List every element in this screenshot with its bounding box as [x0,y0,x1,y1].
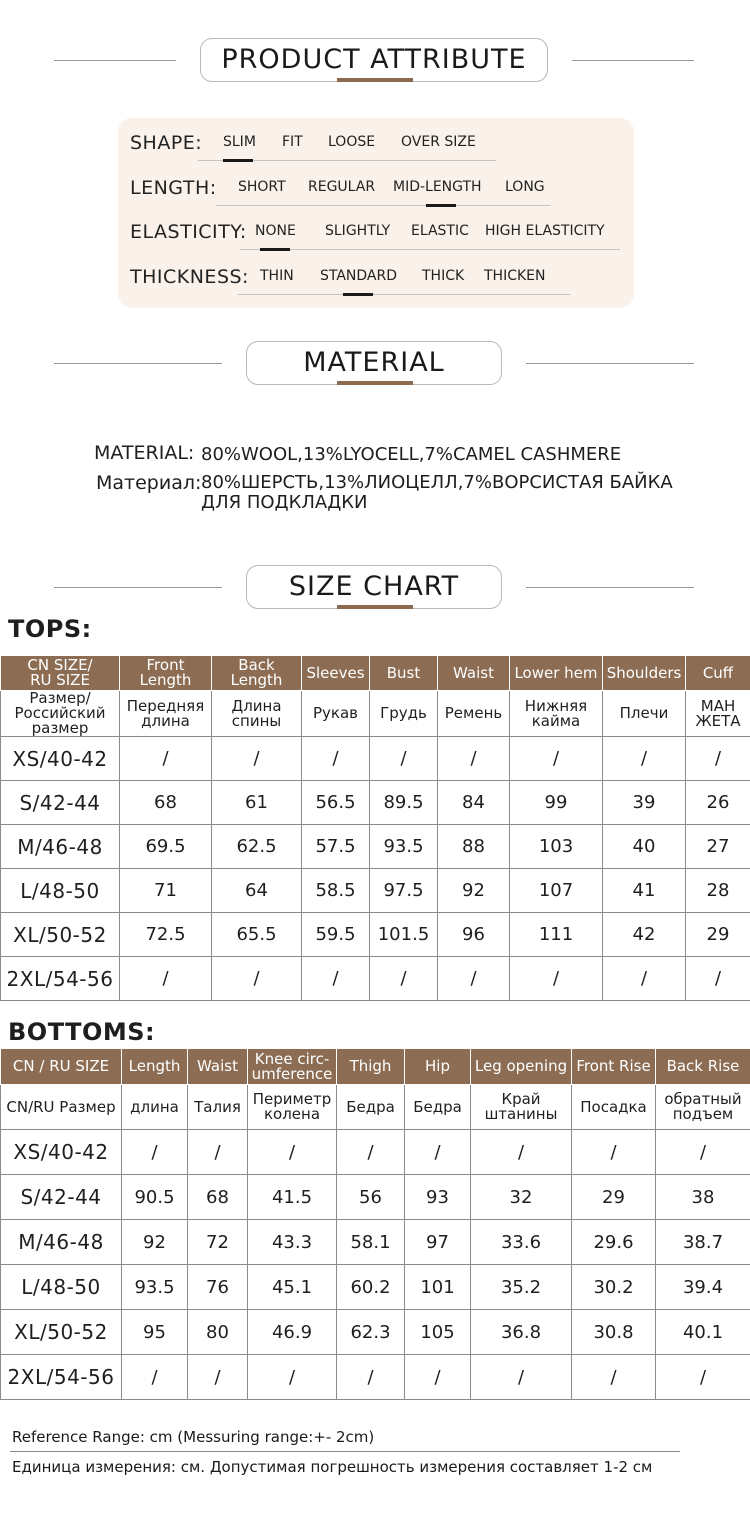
measurement-cell: 92 [122,1220,188,1265]
attribute-option: SLIM [223,134,256,150]
reference-range-ru: Единица измерения: см. Допустимая погрешность измерения составляет 1-2 см [12,1458,653,1476]
measurement-cell: 45.1 [248,1265,337,1310]
measurement-cell: / [686,737,750,781]
table-row [1,1355,750,1400]
measurement-cell: 58.5 [302,869,370,913]
column-header: Knee circ- umference [248,1049,337,1085]
table-row [1,913,750,957]
measurement-cell: 61 [212,781,302,825]
measurement-cell: 93.5 [122,1265,188,1310]
size-cell: L/48-50 [1,1265,122,1310]
size-cell: XS/40-42 [1,1130,122,1175]
measurement-cell: 88 [438,825,510,869]
measurement-cell: 101.5 [370,913,438,957]
measurement-cell: / [122,1130,188,1175]
table-row [1,957,750,1001]
measurement-cell: 72.5 [120,913,212,957]
column-header: Thigh [337,1049,405,1085]
column-header: Sleeves [302,656,370,691]
size-cell: XS/40-42 [1,737,120,781]
measurement-cell: / [510,737,603,781]
divider-left [54,587,222,588]
measurement-cell: / [603,737,686,781]
attribute-option: MID-LENGTH [393,179,482,195]
size-cell: L/48-50 [1,869,120,913]
measurement-cell: 40 [603,825,686,869]
attribute-option: THICKEN [484,268,546,284]
column-header: CN / RU SIZE [1,1049,122,1085]
attribute-option: NONE [255,223,296,239]
measurement-cell: 107 [510,869,603,913]
column-header: Waist [438,656,510,691]
material-value-ru: 80%ШЕРСТЬ,13%ЛИОЦЕЛЛ,7%ВОРСИСТАЯ БАЙКА [201,472,673,493]
measurement-cell: 62.3 [337,1310,405,1355]
material-label-en: MATERIAL: [94,442,195,464]
measurement-cell: 36.8 [471,1310,572,1355]
column-header: Leg opening [471,1049,572,1085]
measurement-cell: 42 [603,913,686,957]
divider-left [54,60,176,61]
tops-size-table [0,655,750,1001]
attribute-row-length [118,175,634,205]
column-header: CN/RU Размер [1,1085,122,1130]
measurement-cell: 69.5 [120,825,212,869]
column-header: Длина спины [212,691,302,737]
measurement-cell: 62.5 [212,825,302,869]
column-header: МАН ЖЕТА [686,691,750,737]
section-title: MATERIAL [246,341,502,385]
divider-right [572,60,694,61]
size-cell: 2XL/54-56 [1,957,120,1001]
measurement-cell: 92 [438,869,510,913]
measurement-cell: / [656,1130,750,1175]
measurement-cell: / [405,1355,471,1400]
measurement-cell: 111 [510,913,603,957]
measurement-cell: 29 [572,1175,656,1220]
measurement-cell: 68 [120,781,212,825]
table-row [1,1310,750,1355]
measurement-cell: / [438,737,510,781]
column-header: длина [122,1085,188,1130]
attribute-label: THICKNESS: [130,266,249,288]
measurement-cell: 29.6 [572,1220,656,1265]
measurement-cell: / [188,1130,248,1175]
column-header: Бедра [405,1085,471,1130]
measurement-cell: 46.9 [248,1310,337,1355]
header-row-ru [1,1085,750,1130]
measurement-cell: 39.4 [656,1265,750,1310]
measurement-cell: 97 [405,1220,471,1265]
measurement-cell: 28 [686,869,750,913]
size-chart-header [0,565,750,615]
measurement-cell: 38.7 [656,1220,750,1265]
measurement-cell: 43.3 [248,1220,337,1265]
material-header [0,341,750,391]
measurement-cell: / [212,737,302,781]
attribute-option: STANDARD [320,268,398,284]
column-header: CN SIZE/ RU SIZE [1,656,120,691]
measurement-cell: / [603,957,686,1001]
selected-marker [223,159,253,162]
measurement-cell: 68 [188,1175,248,1220]
measurement-cell: 95 [122,1310,188,1355]
title-underline [337,381,413,385]
table-row [1,1265,750,1310]
measurement-cell: 56.5 [302,781,370,825]
measurement-cell: / [212,957,302,1001]
column-header: Back Rise [656,1049,750,1085]
attribute-label: LENGTH: [130,177,217,199]
table-row [1,1130,750,1175]
bottoms-title: BOTTOMS: [8,1018,156,1046]
measurement-cell: 60.2 [337,1265,405,1310]
attribute-option: FIT [282,134,303,150]
size-cell: XL/50-52 [1,913,120,957]
measurement-cell: / [248,1130,337,1175]
attribute-row-elasticity [118,219,634,249]
attribute-option: HIGH ELASTICITY [485,223,605,239]
measurement-cell: / [248,1355,337,1400]
reference-divider [10,1451,680,1452]
measurement-cell: 40.1 [656,1310,750,1355]
measurement-cell: / [302,737,370,781]
size-cell: XL/50-52 [1,1310,122,1355]
measurement-cell: 32 [471,1175,572,1220]
material-value-ru-line2: ДЛЯ ПОДКЛАДКИ [201,492,368,513]
measurement-cell: / [120,957,212,1001]
column-header: Плечи [603,691,686,737]
column-header: Край штанины [471,1085,572,1130]
reference-range-en: Reference Range: cm (Messuring range:+- 2cm) [12,1428,375,1446]
measurement-cell: 57.5 [302,825,370,869]
attribute-option: REGULAR [308,179,376,195]
table-row [1,869,750,913]
measurement-cell: 41.5 [248,1175,337,1220]
header-row [1,1049,750,1085]
column-header: Back Length [212,656,302,691]
attribute-row-thickness [118,264,634,294]
attribute-option: OVER SIZE [401,134,476,150]
measurement-cell: / [471,1355,572,1400]
measurement-cell: 29 [686,913,750,957]
measurement-cell: / [686,957,750,1001]
measurement-cell: / [656,1355,750,1400]
measurement-cell: / [572,1355,656,1400]
column-header: Cuff [686,656,750,691]
column-header: Рукав [302,691,370,737]
table-row [1,781,750,825]
measurement-cell: 58.1 [337,1220,405,1265]
measurement-cell: / [337,1355,405,1400]
measurement-cell: 93.5 [370,825,438,869]
column-header: Hip [405,1049,471,1085]
column-header: Ремень [438,691,510,737]
measurement-cell: 105 [405,1310,471,1355]
measurement-cell: / [302,957,370,1001]
measurement-cell: 72 [188,1220,248,1265]
attribute-option: THIN [260,268,294,284]
attribute-rule [238,294,570,295]
size-cell: 2XL/54-56 [1,1355,122,1400]
header-row-ru [1,691,750,737]
attribute-panel [118,118,634,308]
column-header: Lower hem [510,656,603,691]
column-header: Размер/ Российский размер [1,691,120,737]
measurement-cell: 35.2 [471,1265,572,1310]
size-cell: M/46-48 [1,825,120,869]
tops-title: TOPS: [8,615,92,643]
attribute-label: ELASTICITY: [130,221,247,243]
attribute-rule [240,249,620,250]
measurement-cell: 64 [212,869,302,913]
measurement-cell: 90.5 [122,1175,188,1220]
title-underline [337,605,413,609]
measurement-cell: 96 [438,913,510,957]
column-header: Грудь [370,691,438,737]
attribute-option: THICK [422,268,465,284]
column-header: обратный подъем [656,1085,750,1130]
measurement-cell: / [438,957,510,1001]
measurement-cell: 30.8 [572,1310,656,1355]
measurement-cell: 93 [405,1175,471,1220]
bottoms-size-table [0,1048,750,1400]
divider-right [526,587,694,588]
header-row [1,656,750,691]
divider-right [526,363,694,364]
size-cell: M/46-48 [1,1220,122,1265]
measurement-cell: 33.6 [471,1220,572,1265]
section-title: PRODUCT ATTRIBUTE [200,38,548,82]
size-cell: S/42-44 [1,1175,122,1220]
attribute-option: LOOSE [328,134,376,150]
measurement-cell: 84 [438,781,510,825]
product-attribute-header [0,38,750,88]
measurement-cell: / [188,1355,248,1400]
column-header: Front Length [120,656,212,691]
measurement-cell: 71 [120,869,212,913]
measurement-cell: 38 [656,1175,750,1220]
section-title: SIZE CHART [246,565,502,609]
attribute-option: LONG [505,179,545,195]
measurement-cell: 39 [603,781,686,825]
table-row [1,1220,750,1265]
measurement-cell: 103 [510,825,603,869]
measurement-cell: 41 [603,869,686,913]
column-header: Length [122,1049,188,1085]
column-header: Bust [370,656,438,691]
divider-left [54,363,222,364]
measurement-cell: 26 [686,781,750,825]
measurement-cell: / [471,1130,572,1175]
attribute-rule [216,205,551,206]
measurement-cell: / [370,957,438,1001]
measurement-cell: / [122,1355,188,1400]
measurement-cell: 89.5 [370,781,438,825]
measurement-cell: 80 [188,1310,248,1355]
measurement-cell: 56 [337,1175,405,1220]
measurement-cell: 99 [510,781,603,825]
attribute-label: SHAPE: [130,132,203,154]
title-underline [337,78,413,82]
column-header: Периметр колена [248,1085,337,1130]
column-header: Талия [188,1085,248,1130]
measurement-cell: / [370,737,438,781]
column-header: Передняя длина [120,691,212,737]
measurement-cell: 76 [188,1265,248,1310]
column-header: Front Rise [572,1049,656,1085]
measurement-cell: / [120,737,212,781]
table-row [1,1175,750,1220]
material-value-en: 80%WOOL,13%LYOCELL,7%CAMEL CASHMERE [201,444,622,465]
attribute-option: SLIGHTLY [325,223,391,239]
measurement-cell: / [510,957,603,1001]
column-header: Waist [188,1049,248,1085]
measurement-cell: 97.5 [370,869,438,913]
selected-marker [260,248,290,251]
selected-marker [426,204,456,207]
measurement-cell: / [572,1130,656,1175]
measurement-cell: / [405,1130,471,1175]
column-header: Бедра [337,1085,405,1130]
measurement-cell: 65.5 [212,913,302,957]
column-header: Shoulders [603,656,686,691]
measurement-cell: 59.5 [302,913,370,957]
attribute-row-shape [118,130,634,160]
table-row [1,737,750,781]
selected-marker [343,293,373,296]
table-row [1,825,750,869]
measurement-cell: 27 [686,825,750,869]
measurement-cell: 101 [405,1265,471,1310]
measurement-cell: / [337,1130,405,1175]
column-header: Нижняя кайма [510,691,603,737]
material-label-ru: Материал: [96,472,202,494]
measurement-cell: 30.2 [572,1265,656,1310]
attribute-option: SHORT [238,179,286,195]
column-header: Посадка [572,1085,656,1130]
attribute-option: ELASTIC [411,223,469,239]
size-cell: S/42-44 [1,781,120,825]
